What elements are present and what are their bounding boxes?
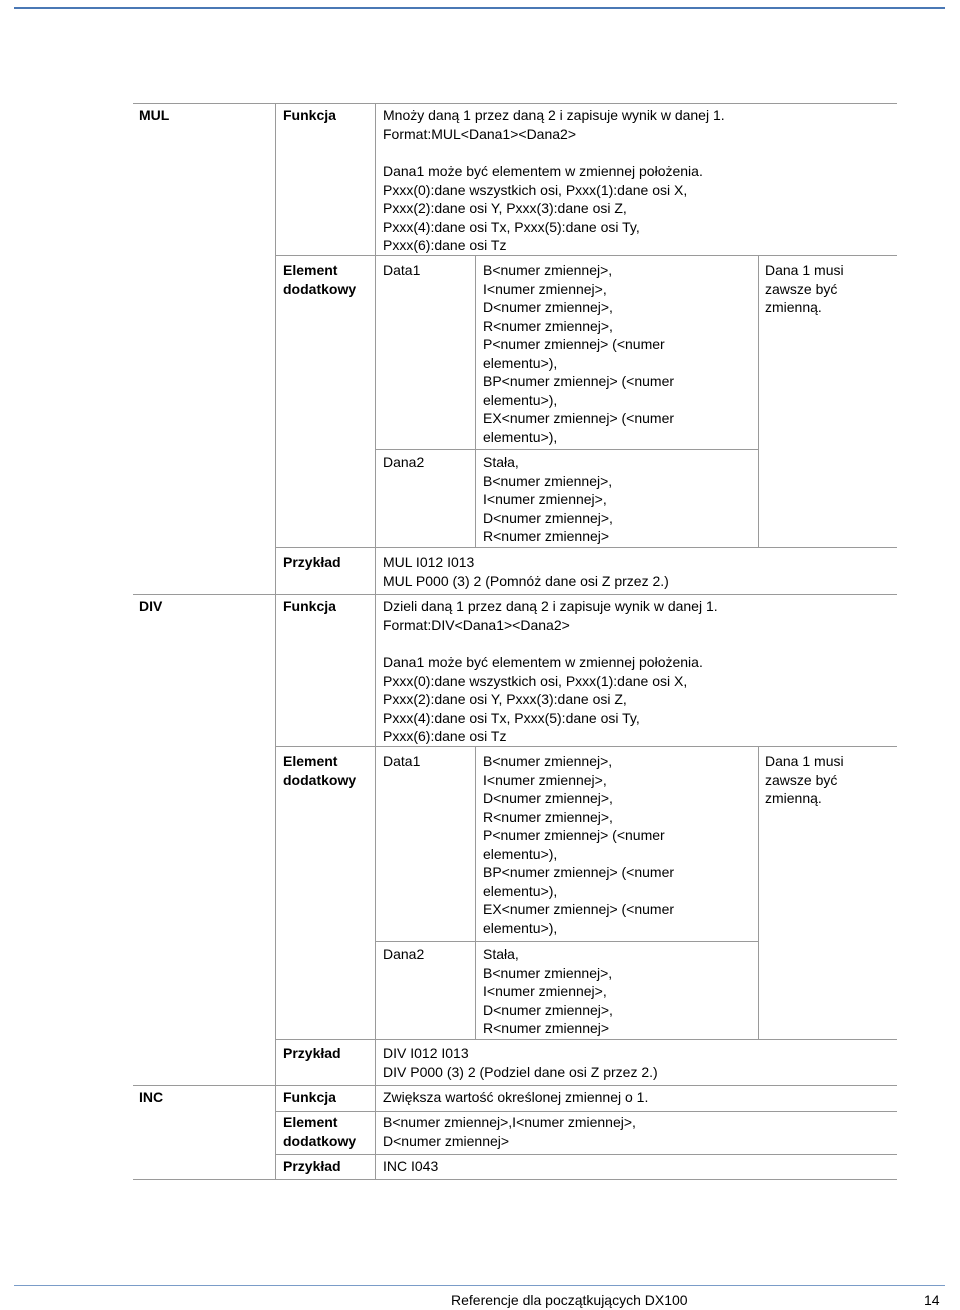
mul-funkcja-description: Mnoży daną 1 przez daną 2 i zapisuje wynik w danej 1. Format:MUL<Dana1><Dana2> bbox=[383, 107, 725, 142]
table-row-border bbox=[375, 449, 758, 450]
table-col-divider bbox=[758, 746, 759, 1039]
table-bottom-border bbox=[133, 1179, 897, 1180]
mul-funkcja-label: Funkcja bbox=[283, 107, 336, 123]
inc-przyklad-label: Przykład bbox=[283, 1158, 341, 1174]
header-rule bbox=[14, 7, 945, 9]
table-row-border bbox=[275, 1111, 897, 1112]
mul-przyklad-label: Przykład bbox=[283, 554, 341, 570]
mul-dana2-values: Stała, B<numer zmiennej>, I<numer zmiennej>, D<numer zmiennej>, R<numer zmiennej> bbox=[483, 454, 613, 544]
inc-element-label: Element dodatkowy bbox=[283, 1114, 357, 1149]
inc-element-values: B<numer zmiennej>,I<numer zmiennej>, D<numer zmiennej> bbox=[383, 1114, 636, 1149]
div-funkcja-description: Dzieli daną 1 przez daną 2 i zapisuje wynik w danej 1. Format:DIV<Dana1><Dana2> bbox=[383, 598, 718, 633]
footer-rule bbox=[14, 1285, 945, 1286]
inc-funkcja-label: Funkcja bbox=[283, 1089, 336, 1105]
div-funkcja-label: Funkcja bbox=[283, 598, 336, 614]
mul-element-label: Element dodatkowy bbox=[283, 262, 357, 297]
mul-dana1-description: Dana1 może być elementem w zmiennej położenia. Pxxx(0):dane wszystkich osi, Pxxx(1):dane osi X, Pxxx(2):dane osi Y, Pxxx(3):dane osi Z, Pxxx(4):dane osi Tx, Pxxx(5):dane osi Ty, Pxxx(6):dane osi Tz bbox=[383, 163, 703, 253]
table-row-border bbox=[133, 1085, 897, 1086]
mul-data1-note: Dana 1 musi zawsze być zmienną. bbox=[765, 262, 844, 315]
table-row-border bbox=[275, 255, 897, 256]
mul-data1-values: B<numer zmiennej>, I<numer zmiennej>, D<numer zmiennej>, R<numer zmiennej>, P<numer zmiennej> (<numer elementu>), BP<numer zmiennej> (<numer elementu>), EX<numer zmiennej> (<numer elementu>), bbox=[483, 262, 675, 445]
table-top-border bbox=[133, 103, 897, 104]
div-przyklad-lines: DIV I012 I013 DIV P000 (3) 2 (Podziel dane osi Z przez 2.) bbox=[383, 1045, 658, 1080]
mul-dana2-label: Dana2 bbox=[383, 454, 425, 470]
page-number: 14 bbox=[924, 1292, 940, 1308]
mul-command-name: MUL bbox=[139, 107, 170, 123]
table-row-border bbox=[133, 594, 897, 595]
div-dana1-description: Dana1 może być elementem w zmiennej położenia. Pxxx(0):dane wszystkich osi, Pxxx(1):dane osi X, Pxxx(2):dane osi Y, Pxxx(3):dane osi Z, Pxxx(4):dane osi Tx, Pxxx(5):dane osi Ty, Pxxx(6):dane osi Tz bbox=[383, 654, 703, 744]
div-element-label: Element dodatkowy bbox=[283, 753, 357, 788]
div-dana2-values: Stała, B<numer zmiennej>, I<numer zmiennej>, D<numer zmiennej>, R<numer zmiennej> bbox=[483, 946, 613, 1036]
table-row-border bbox=[275, 547, 897, 548]
table-row-border bbox=[275, 1039, 897, 1040]
div-przyklad-label: Przykład bbox=[283, 1045, 341, 1061]
table-col-divider bbox=[275, 103, 276, 1179]
table-col-divider bbox=[375, 103, 376, 1179]
table-col-divider bbox=[758, 255, 759, 547]
table-row-border bbox=[375, 941, 758, 942]
table-row-border bbox=[275, 746, 897, 747]
footer-title: Referencje dla początkujących DX100 bbox=[451, 1292, 688, 1308]
div-data1-values: B<numer zmiennej>, I<numer zmiennej>, D<numer zmiennej>, R<numer zmiennej>, P<numer zmiennej> (<numer elementu>), BP<numer zmiennej> (<numer elementu>), EX<numer zmiennej> (<numer elementu>), bbox=[483, 753, 675, 936]
inc-command-name: INC bbox=[139, 1089, 164, 1105]
table-col-divider bbox=[475, 255, 476, 547]
div-data1-label: Data1 bbox=[383, 753, 421, 769]
inc-funkcja-description: Zwiększa wartość określonej zmiennej o 1. bbox=[383, 1089, 649, 1105]
table-row-border bbox=[275, 1154, 897, 1155]
div-command-name: DIV bbox=[139, 598, 163, 614]
div-data1-note: Dana 1 musi zawsze być zmienną. bbox=[765, 753, 844, 806]
mul-przyklad-lines: MUL I012 I013 MUL P000 (3) 2 (Pomnóż dane osi Z przez 2.) bbox=[383, 554, 669, 589]
inc-przyklad-line: INC I043 bbox=[383, 1158, 439, 1174]
div-dana2-label: Dana2 bbox=[383, 946, 425, 962]
table-col-divider bbox=[475, 746, 476, 1039]
mul-data1-label: Data1 bbox=[383, 262, 421, 278]
